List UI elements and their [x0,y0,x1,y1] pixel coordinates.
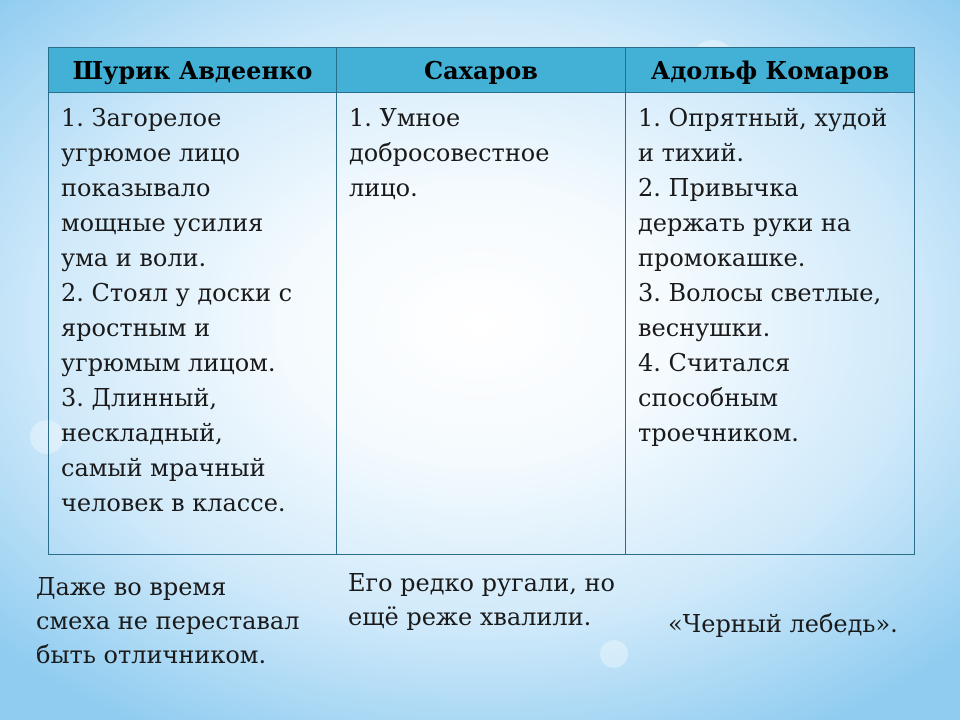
header-sakharov: Сахаров [337,48,626,93]
trait-line: 4. Считался [638,349,791,377]
trait-line: и тихий. [638,139,745,167]
trait-line: угрюмым лицом. [61,349,276,377]
trait-line: яростным и [61,314,211,342]
trait-line: человек в классе. [61,489,286,517]
note-line: быть отличником. [36,641,267,669]
note-line: смеха не переставал [36,607,300,635]
trait-line: ума и воли. [61,244,207,272]
note-line: ещё реже хвалили. [348,603,592,631]
table-row [49,93,915,555]
trait-line: 3. Длинный, [61,384,217,412]
header-adolf: Адольф Комаров [626,48,915,93]
trait-line: лицо. [349,174,418,202]
trait-line: добросовестное [349,139,550,167]
trait-line: 1. Умное [349,104,461,132]
note-shurik [36,570,299,672]
trait-line: угрюмое лицо [61,139,241,167]
trait-line: нескладный, [61,419,223,447]
note-adolf: «Черный лебедь». [668,610,898,638]
table-header-row [49,48,915,93]
trait-line: держать руки на [638,209,852,237]
note-sakharov [348,566,615,634]
trait-line: 2. Привычка [638,174,799,202]
trait-line: показывало [61,174,211,202]
trait-line: 1. Загорелое [61,104,222,132]
trait-line: 3. Волосы светлые, [638,279,882,307]
trait-line: веснушки. [638,314,771,342]
trait-line: промокашке. [638,244,806,272]
trait-line: 2. Стоял у доски с [61,279,293,307]
trait-line: 1. Опрятный, худой [638,104,888,132]
note-line: Даже во время [36,573,227,601]
characters-table [48,47,915,555]
note-line: Его редко ругали, но [348,569,615,597]
trait-line: троечником. [638,419,799,447]
trait-line: самый мрачный [61,454,266,482]
trait-line: мощные усилия [61,209,264,237]
trait-line: способным [638,384,778,412]
decor-bubble [600,640,628,668]
cell-shurik-traits [49,93,337,555]
header-shurik: Шурик Авдеенко [49,48,337,93]
cell-adolf-traits [626,93,915,555]
cell-sakharov-traits [337,93,626,555]
